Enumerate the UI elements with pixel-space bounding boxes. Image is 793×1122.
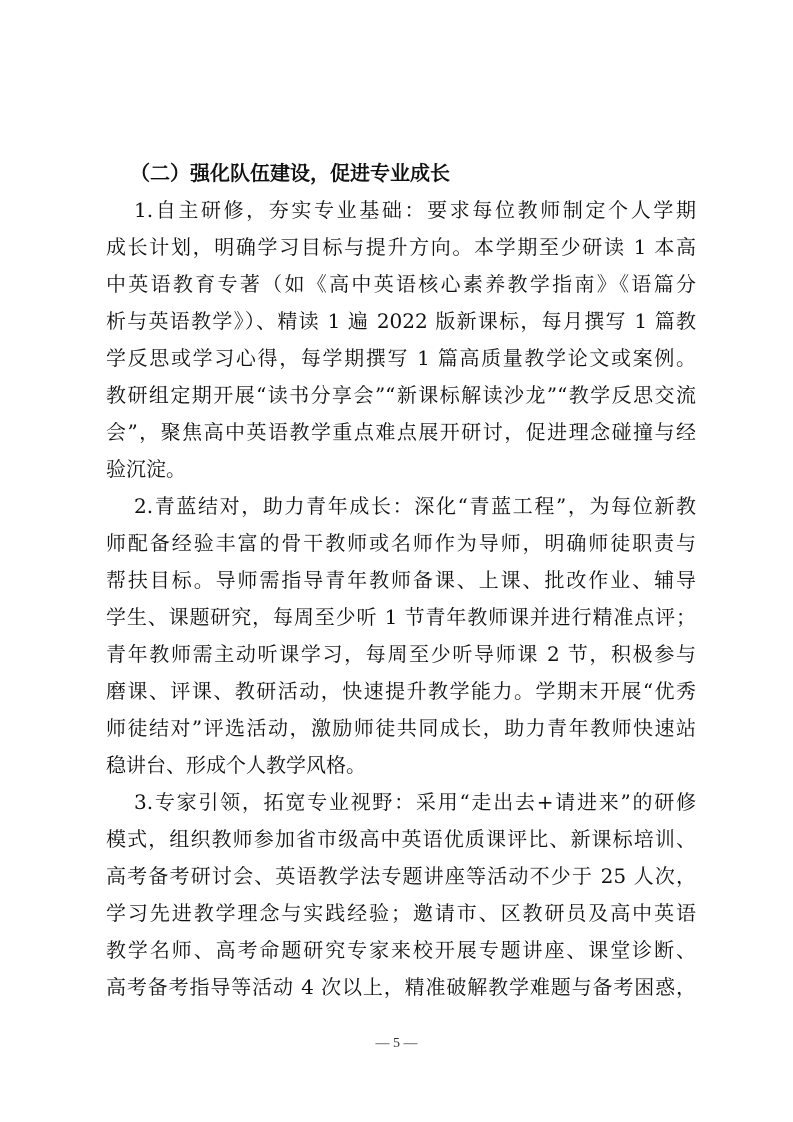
text-line: 会”，聚焦高中英语教学重点难点展开研讨，促进理念碰撞与经: [106, 420, 696, 444]
document-body: [106, 155, 696, 1006]
text-line: 模式，组织教师参加省市级高中英语优质课评比、新课标培训、: [106, 827, 696, 851]
text-line: 学反思或学习心得，每学期撰写 1 篇高质量教学论文或案例。: [106, 346, 696, 370]
text-line: 师配备经验丰富的骨干教师或名师作为导师，明确师徒职责与: [106, 531, 696, 555]
text-line: 教学名师、高考命题研究专家来校开展专题讲座、课堂诊断、: [106, 938, 696, 962]
text-line: 2.青蓝结对，助力青年成长：深化“青蓝工程”，为每位新教: [134, 494, 696, 518]
text-line: 学习先进教学理念与实践经验；邀请市、区教研员及高中英语: [106, 901, 696, 925]
text-line: 教研组定期开展“读书分享会”“新课标解读沙龙”“教学反思交流: [106, 383, 696, 407]
text-line: 帮扶目标。导师需指导青年教师备课、上课、批改作业、辅导: [106, 568, 696, 592]
section-heading: （二）强化队伍建设，促进专业成长: [130, 161, 450, 185]
text-line: 师徒结对”评选活动，激励师徒共同成长，助力青年教师快速站: [106, 716, 696, 740]
text-line: 青年教师需主动听课学习，每周至少听导师课 2 节，积极参与: [106, 642, 696, 666]
text-line: 学生、课题研究，每周至少听 1 节青年教师课并进行精准点评；: [106, 605, 696, 629]
text-line: 析与英语教学》）、精读 1 遍 2022 版新课标，每月撰写 1 篇教: [106, 309, 696, 333]
text-line: 高考备考研讨会、英语教学法专题讲座等活动不少于 25 人次，: [106, 864, 696, 888]
paragraphs: [106, 192, 696, 1006]
text-line: 稳讲台、形成个人教学风格。: [106, 753, 366, 777]
text-line: 高考备考指导等活动 4 次以上，精准破解教学难题与备考困惑，: [106, 975, 696, 999]
text-line: 1.自主研修，夯实专业基础：要求每位教师制定个人学期: [134, 198, 696, 222]
text-line: 验沉淀。: [106, 457, 186, 481]
paragraph: [106, 488, 696, 784]
text-line: 磨课、评课、教研活动，快速提升教学能力。学期末开展“优秀: [106, 679, 696, 703]
text-line: 中英语教育专著（如《高中英语核心素养教学指南》《语篇分: [106, 272, 696, 296]
paragraph: [106, 192, 696, 488]
text-line: 3.专家引领，拓宽专业视野：采用“走出去+请进来”的研修: [134, 790, 696, 814]
text-line: 成长计划，明确学习目标与提升方向。本学期至少研读 1 本高: [106, 235, 696, 259]
page-number: — 5 —: [375, 1036, 418, 1051]
paragraph: [106, 784, 696, 1006]
